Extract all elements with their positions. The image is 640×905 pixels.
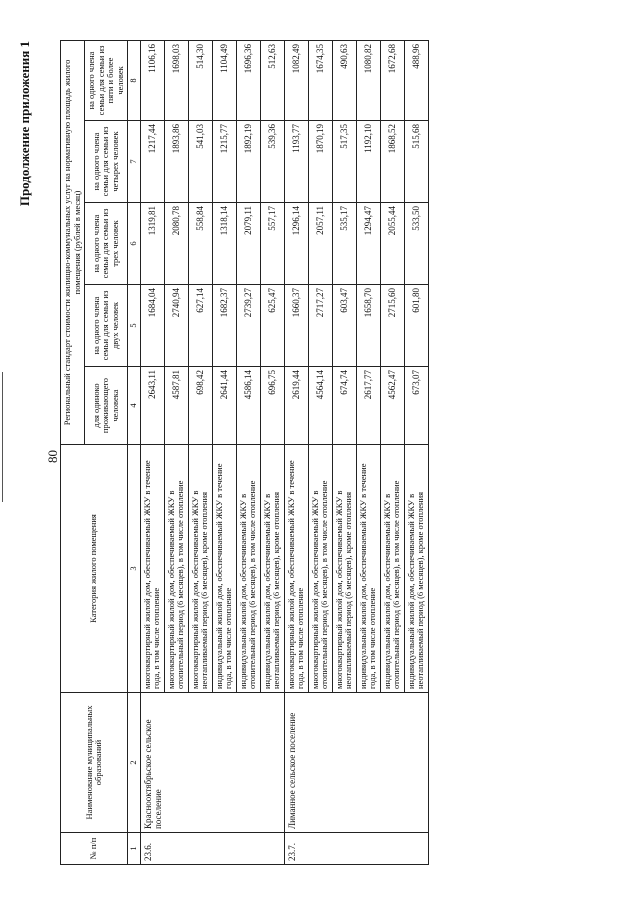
value-cell: 4562,47 [380,367,404,445]
value-cell: 1106,16 [140,40,164,120]
col-number: 2 [128,693,141,833]
value-cell: 1193,77 [284,121,308,203]
value-cell: 4564,14 [308,367,332,445]
value-cell: 1870,19 [308,121,332,203]
category-cell: индивидуальный жилой дом, обеспечиваемый ЖКУ в отопительный период (6 месяцев), в том числе отопление [380,445,404,693]
category-cell: многоквартирный жилой дом, обеспечиваемый ЖКУ в неотапливаемый период (6 месяцев), кроме отопления [188,445,212,693]
value-cell: 2619,44 [284,367,308,445]
col-number: 7 [128,121,141,203]
value-cell: 515,68 [404,121,428,203]
col-number: 4 [128,367,141,445]
value-cell: 2055,44 [380,203,404,285]
value-cell: 533,50 [404,203,428,285]
value-cell: 698,42 [188,367,212,445]
col-number: 8 [128,40,141,120]
category-cell: индивидуальный жилой дом, обеспечиваемый ЖКУ в неотапливаемый период (6 месяцев), кроме отопления [260,445,284,693]
municipality-name: Лиманное сельское поселение [284,693,428,833]
section-number: 23.7. [284,833,428,865]
value-cell: 1318,14 [212,203,236,285]
header-sub-2: на одного члена семьи для семьи из двух человек [85,285,128,367]
value-cell: 1893,86 [164,121,188,203]
value-cell: 490,63 [332,40,356,120]
value-cell: 1660,37 [284,285,308,367]
value-cell: 2617,77 [356,367,380,445]
category-cell: многоквартирный жилой дом, обеспечиваемый ЖКУ в отопительный период (6 месяцев), в том числе отопление [164,445,188,693]
value-cell: 2641,44 [212,367,236,445]
value-cell: 674,74 [332,367,356,445]
page-number: 80 [45,450,60,463]
category-cell: многоквартирный жилой дом, обеспечиваемый ЖКУ в неотапливаемый период (6 месяцев), кроме отопления [332,445,356,693]
value-cell: 2080,78 [164,203,188,285]
value-cell: 4586,14 [236,367,260,445]
municipality-name: Краснооктябрьское сельское поселение [140,693,284,833]
value-cell: 1684,04 [140,285,164,367]
value-cell: 1192,10 [356,121,380,203]
value-cell: 625,47 [260,285,284,367]
value-cell: 488,96 [404,40,428,120]
header-category: Категория жилого помещения [61,445,128,693]
col-number: 1 [128,833,141,865]
value-cell: 2643,11 [140,367,164,445]
value-cell: 1217,44 [140,121,164,203]
value-cell: 1296,14 [284,203,308,285]
category-cell: многоквартирный жилой дом, обеспечиваемый ЖКУ в течение года, в том числе отопление [284,445,308,693]
value-cell: 2739,27 [236,285,260,367]
value-cell: 512,63 [260,40,284,120]
value-cell: 601,80 [404,285,428,367]
header-sub-3: на одного члена семьи для семьи из трех человек [85,203,128,285]
value-cell: 2057,11 [308,203,332,285]
category-cell: многоквартирный жилой дом, обеспечиваемый ЖКУ в течение года, в том числе отопление [140,445,164,693]
value-cell: 1698,03 [164,40,188,120]
category-cell: индивидуальный жилой дом, обеспечиваемый ЖКУ в течение года, в том числе отопление [356,445,380,693]
header-no: № п/п [61,833,128,865]
header-sub-4: на одного члена семьи для семьи из четырех человек [85,121,128,203]
value-cell: 1215,77 [212,121,236,203]
value-cell: 541,03 [188,121,212,203]
value-cell: 1294,47 [356,203,380,285]
value-cell: 603,47 [332,285,356,367]
header-standard: Региональный стандарт стоимости жилищно-коммунальных услуг на нормативную площадь жилого помещения (рублей в месяц) [61,40,85,444]
value-cell: 1319,81 [140,203,164,285]
section-number: 23.6. [140,833,284,865]
value-cell: 1682,37 [212,285,236,367]
value-cell: 1080,82 [356,40,380,120]
value-cell: 627,14 [188,285,212,367]
appendix-title: Продолжение приложения 1 [17,41,32,207]
value-cell: 1658,70 [356,285,380,367]
value-cell: 2715,60 [380,285,404,367]
header-row-1 [61,40,85,864]
value-cell: 1696,36 [236,40,260,120]
value-cell: 1082,49 [284,40,308,120]
value-cell: 1892,19 [236,121,260,203]
value-cell: 1868,52 [380,121,404,203]
category-cell: индивидуальный жилой дом, обеспечиваемый ЖКУ в течение года, в том числе отопление [212,445,236,693]
value-cell: 4587,81 [164,367,188,445]
column-numbers-row [128,40,141,864]
table-row [284,40,308,864]
value-cell: 1104,49 [212,40,236,120]
value-cell: 2717,27 [308,285,332,367]
value-cell: 558,84 [188,203,212,285]
value-cell: 2079,11 [236,203,260,285]
standard-table [60,40,429,865]
value-cell: 1672,68 [380,40,404,120]
value-cell: 517,35 [332,121,356,203]
value-cell: 696,75 [260,367,284,445]
value-cell: 539,36 [260,121,284,203]
col-number: 5 [128,285,141,367]
category-cell: многоквартирный жилой дом, обеспечиваемый ЖКУ в отопительный период (6 месяцев), в том числе отопление [308,445,332,693]
value-cell: 557,17 [260,203,284,285]
table-row [140,40,164,864]
col-number: 6 [128,203,141,285]
value-cell: 2740,94 [164,285,188,367]
category-cell: индивидуальный жилой дом, обеспечиваемый ЖКУ в неотапливаемый период (6 месяцев), кроме отопления [404,445,428,693]
header-sub-1: для одиноко проживающего человека [85,367,128,445]
category-cell: индивидуальный жилой дом, обеспечиваемый ЖКУ в отопительный период (6 месяцев), в том числе отопление [236,445,260,693]
col-number: 3 [128,445,141,693]
value-cell: 514,30 [188,40,212,120]
header-municipality: Наименование муниципальных образований [61,693,128,833]
value-cell: 535,17 [332,203,356,285]
value-cell: 1674,35 [308,40,332,120]
header-sub-5: на одного члена семьи для семьи из пяти и более человек [85,40,128,120]
value-cell: 673,07 [404,367,428,445]
scan-marks [2,372,7,502]
